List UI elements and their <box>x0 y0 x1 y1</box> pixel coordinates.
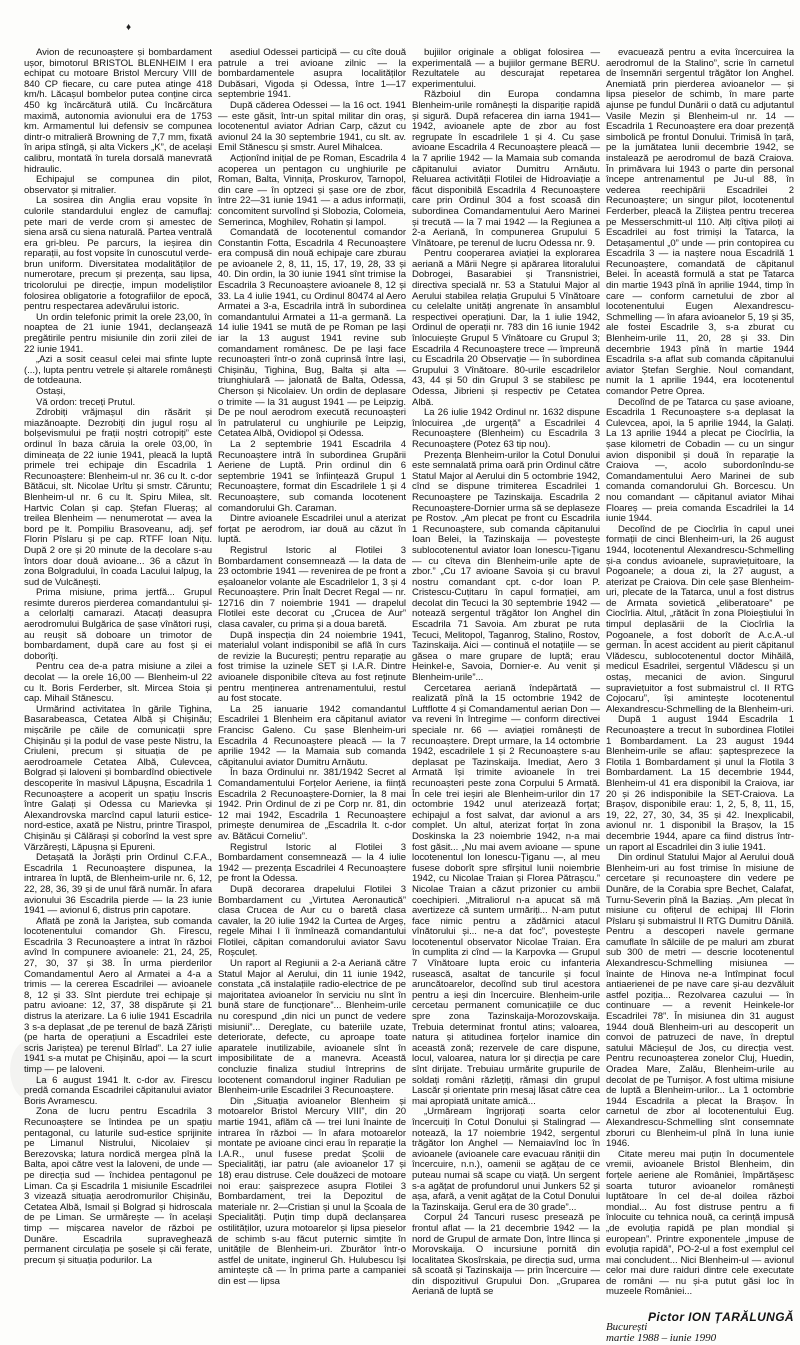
column-2 <box>218 48 406 1345</box>
paragraph: La 6 august 1941 lt. c-dor av. Firescu predă comanda Escadrilei căpitanului aviator Boris Avramescu. <box>24 1074 212 1107</box>
paragraph: „Urmăream îngrijorați soarta celor încercuiți în Cotul Donului și Stalingrad — notează, la 17 noiembrie 1942, sergentul trăgător Ion Anghel — Nemaiavînd loc în avioanele (avioanele care evacuau răniții din încercuire, n.n.), oamenii se agățau de ce puteau numai să scape cu viață. Un sergent s-a agățat de profundorul unui Junkers 52 și așa, afară, a venit agățat de la Cotul Donului la Tazinskaija. Gerul era de 30 grade”... <box>412 1106 600 1213</box>
paragraph: În baza Ordinului nr. 381/1942 Secret al Comandamentului Forțelor Aeriene, ia ființă Escadrila 2 Recunoaștere-Dornier, la 8 mai 1942. Prin Ordinul de zi pe Corp nr. 81, din 12 mai 1942, Escadrila 1 Recunoaștere primește denumirea de „Escadrila lt. c-dor av. Bătăcui Corneliu”. <box>218 767 406 842</box>
paragraph: După inspecția din 24 noiembrie 1941, materialul volant indisponibil se află în curs de revizie la București; pentru reparație au fost trimise la uzinele SET și I.A.R. Dintre avioanele disponibile cîteva au fost reținute pentru menținerea antrenamentului, restul au fost stocate. <box>218 629 406 705</box>
paragraph: Un ordin telefonic primit la orele 23,00, în noaptea de 21 iunie 1941, declanșează pregătirile pentru misiunile din zorii zilei de 22 iunie 1941. <box>24 311 212 355</box>
paragraph: Citate mereu mai puțin în documentele vremii, avioanele Bristol Blenheim, din forțele aeriene ale României, împărtășesc soarta tuturor avioanelor românești luptătoare în cel de-al doilea război mondial... Au fost distruse pentru a fi înlocuite cu tehnica nouă, ca cerință impusă „de evoluția rapidă pe plan mondial și european”. Printre exponentele „impuse de evoluția rapidă”, PO-2-ul a fost exemplul cel mai concludent... Nici Blenheim-ul — avionul celor mai dure raiduri dintre cele executate de români — nu și-a putut găsi loc în muzeele României... <box>606 1148 794 1298</box>
paragraph: Decolînd de pe Ciocîrlia în capul unei formații de cinci Blenheim-uri, la 26 august 1944, locotenentul Alexandrescu-Schmelling și-a condus avioanele, supraviețuitoare, la Pogoanele; a doua zi, la 27 august, a aterizat pe Craiova. Din cele șase Blenheim-uri, plecate de la Tatarca, unul a fost distrus de Armata sovietică „eliberatoare” pe Ciocîrlia. Altul, „rătăcit în zona Ploieștiului în timpul deplasării de la Ciocîrlia la Pogoanele, a fost doborît de A.c.A.-ul german. În acest accident au pierit căpitanul Vlădescu, sublocotenentul doctor Mihăilă, medicul Esadrilei, sergentul Vlădescu și un ostaș, mecanici de avion. Singurul supraviețuitor a fost submaistrul cl. II RTG Cojocaru”, își amintește locotenentul Alexandrescu-Schmelling de la Blenheim-uri. <box>606 523 794 715</box>
paragraph: Din ordinul Statului Major al Aerului două Blenheim-uri au fost trimise în misiune de cercetare și recunoaștere din vedere pe Dunăre, de la Corabia spre Bechet, Calafat, Turnu-Severin pînă la Baziaș. „Am plecat în misiune cu ofițerul de echipaj III Florin Pîslaru și submaistrul II RTG Dumitru Dănilă. Pentru a descoperi navele germane camuflate în sălciile de pe maluri am zburat sub 300 de metri — descrie locotenentul Alexandrescu-Schmelling misiunea — înainte de Hinova ne-a întîmpinat focul antiaerienei de pe nave care și-au dezvăluit astfel poziția... Rezolvarea cazului — în continuare — a revenit Heinkele-lor Escadrilei 78”. În misiunea din 31 august 1944 două Blenheim-uri au descoperit un convoi de patruzeci de nave, în dreptul satului Măcieșul de Jos, cu direcția vest. Pentru recunoașterea zonelor Cluj, Huedin, Oradea Mare, Zalău, Blenheim-urile au decolat de pe Turnișor. A fost ultima misiune de luptă a Blenheim-urilor... La 1 octombrie 1944 Escadrila a plecat la Brașov. În carnetul de zbor al locotenentului Eug. Alexandrescu-Schmelling sînt consemnate zboruri cu Blenheim-ul pînă în luna iunie 1946. <box>606 852 794 1150</box>
paragraph: După căderea Odessei — la 16 oct. 1941 — este găsit, într-un spital militar din oraș, locotenentul aviator Adrian Carp, căzut cu avionul 24 la 30 septembrie 1941, cu slt. av. Emil Stănescu și smstr. Aurel Mihalcea. <box>218 99 406 154</box>
paragraph: „Azi a sosit ceasul celei mai sfinte lupte (...), lupta pentru vetrele și altarele românești de totdeauna. <box>24 354 212 387</box>
ornament-icon: ♦ <box>126 22 132 33</box>
author-signature: Pictor ION ȚARĂLUNGĂ <box>648 1310 794 1325</box>
paragraph: Registrul Istoric al Flotilei 3 Bombardament consemnează — la data de 23 octombrie 1941 — revenirea de pe front a eșaloanelor volante ale Escadrilelor 1, 3 și 4 Recunoaștere. Prin Înalt Decret Regal — nr. 12716 din 7 noiembrie 1941 — drapelul Flotilei este decorat cu „Crucea de Aur” clasa cavaler, cu prima și a doua baretă. <box>218 544 406 631</box>
date-line: martie 1988 – iunie 1990 <box>606 1331 717 1344</box>
paragraph: Un raport al Regiunii a 2-a Aeriană către Statul Major al Aerului, din 11 iunie 1942, constata „că instalațiile radio-electrice de pe majoritatea avioanelor în serviciu nu sînt în bună stare de funcționare”... Blenheim-urile nu corespund „din nici un punct de vedere misiunii”... Dereglate, cu bateriile uzate, deteriorate, defecte, cu aproape toate aparatele inutilizabile, avioanele sînt în imposibilitate de a manevra. Această concluzie finaliza studiul întreprins de locotenent comandorul inginer Radulian pe Blenheim-urile Escadrilei 3 Recunoaștere. <box>218 958 406 1097</box>
paragraph: Din „Situația avioanelor Blenheim și motoarelor Bristol Mercury VIII”, din 20 martie 1941, aflăm că — trei luni înainte de intrarea în război — în afara motoarelor montate pe avioane cinci erau în reparație la I.A.R., unul fusese predat Școlii de Specialități, iar patru (ale avioanelor 17 și 18) erau distruse. Cele douăzeci de motoare noi erau: șaisprezece asupra Flotilei 3 Bombardament, trei la Depozitul de materiale nr. 2—Cristian și unul la Școala de Specialități. Puțin timp după declanșarea ostilităților, uzura motoarelor și lipsa pieselor de schimb s-au făcut puternic simțite în unitățile de Blenheim-uri. Zburător într-o astfel de unitate, inginerul Gh. Hulubescu își amintește că — în prima parte a campaniei din est — lipsa <box>218 1095 406 1287</box>
paragraph: Prima misiune, prima jertfă... Grupul resimte dureros pierderea comandantului și-a celorlalți camarazi. Atacați deasupra aerodromului Bulgărica de șase vînători ruși, au reușit să doboare un trimotor de bombardament, după care au fost și ei doborîți. <box>24 587 212 662</box>
paragraph: La 26 iulie 1942 Ordinul nr. 1632 dispune înlocuirea „de urgență” a Escadrilei 4 Recunoaștere (Blenheim) cu Escadrila 3 Recunoaștere (Potez 63 tip nou). <box>412 407 600 450</box>
paragraph: Cercetarea aeriană îndepărtată — realizată pînă la 15 octombrie 1942 de Luftflotte 4 și Comandamentul aerian Don — va reveni în întregime — conform directivei speciale nr. 66 — aviației românești de recunoaștere. Drept urmare, la 14 octombrie 1942, escadrilele 1 și 2 Recunoaștere s-au deplasat pe Tazinskaija. Imediat, Aero 3 Armată își trimite avioanele în trei recunoașteri peste zona Corpului 5 Armată. În cele trei ieșiri ale Blenheim-urilor din 17 octombrie 1942 unul aterizează forțat; echipajul a fost salvat, dar avionul a ars complet. Un altul, aterizat forțat în zona Doskinska la 23 noiembrie 1942, n-a mai fost găsit... „Nu mai avem avioane — spune locotenentul Ion Ionescu-Țiganu —, al meu fusese doborît spre sfîrșitul lunii noiembrie 1942, cu Nicolae Traian și Florea Pătrașcu.” Nicolae Traian a căzut prizonier cu ambii coechipieri. „Mitraliorul n-a apucat să mă avertizeze că suntem urmăriți... N-am putut face nimic pentru a zădărnici atacul vînătorului și... ne-a dat foc”, povestește locotenentul observator Nicolae Traian. Era în cumplita zi cînd — la Karpovka — Grupul 7 Vînătoare lupta eroic cu infanteria rusească, asaltat de tancurile și focul aruncătoarelor, decolînd sub tirul acestora pentru a ieși din încercuire. Blenheim-urile cercetau permanent comunicațiile ce duc spre zona Tazinskaija-Morozovskaija. Trebuia determinat frontul atins; valoarea, natura și atitudinea forțelor inamice din această zonă; rezervele de care dispune, locul, valoarea, natura lor și direcția pe care sînt dirijate. Trebuiau urmărite grupurile de soldați români răzlețiți, rămași din grupul Lascăr și orientate prin mesaj lăsat către cea mai apropiată unitate amică... <box>412 682 600 1107</box>
paragraph: Zdrobiți vrăjmașul din răsărit și miazănoapte. Dezrobiți din jugul roșu al bolșevismului pe frații noștri cotropiți” este ordinul în baza căruia la orele 03,00, în dimineața de 22 iunie 1941, pleacă la luptă primele trei echipaje din Escadrila 1 Recunoaștere: Blenheim-ul nr. 36 cu lt. c-dor Bătăcui, slt. Nicolae Urîtu și smstr. Căruntu; Blenheim-ul nr. 6 cu lt. Spiru Milea, slt. Hartvic Colan și cap. Ștefan Flueraș; al treilea Blenheim — nenumerotat — avea la bord pe lt. Pompiliu Brasoveanu, adj. șef Florin Pîslaru și pe cap. RTFF Ioan Nițu. După 2 ore și 20 minute de la decolare s-au întors doar două avioane... 36 a căzut în zona Bolgradului, în coada Lacului Ialpug, la sud de Vulcănești. <box>24 407 212 588</box>
paragraph: Zona de lucru pentru Escadrila 3 Recunoaștere se întindea pe un spațiu pentagonal, cu laturile sud-estice sprijinite pe Limanul Nistrului, Nicolaiev și Berezovska; latura nordică mergea pînă la Balta, apoi către vest la Ialoveni, de unde — pe direcția sud — închidea pentagonul pe Liman. Ca și Escadrila 1 misiunile Escadrilei 3 vizează situația aerodromurilor Chișinău, Cetatea Albă, Ismail și Bolgrad și hidroscala de pe Liman. Se urmărește — în același timp — mișcarea navelor de război pe Dunăre. Escadrila supraveghează permanent circulația pe șosele și căi ferate, precum și situația podurilor. La <box>24 1106 212 1266</box>
paragraph: Comandată de locotenentul comandor Constantin Fotta, Escadrila 4 Recunoaștere era compusă din nouă echipaje care zburau pe avioanele 2, 8, 11, 15, 17, 19, 28, 33 și 40. Din ordin, la 30 iunie 1941 sînt trimise la Escadrila 3 Recunoaștere avioanele 8, 12 și 33. La 4 iulie 1941, cu Ordinul 80474 al Aero Armatei a 3-a, Escadrila intră în subordinea comandantului Armatei a 11-a germană. La 14 iulie 1941 se mută de pe Roman pe Iași iar la 13 august 1941 revine sub comandament românesc. De pe Iași face recunoașteri într-o zonă cuprinsă între Iași, Chișinău, Tighina, Bug, Balta și alta — triunghiulară — jalonată de Balta, Odessa, Cherson și Nicolaiev. Un ordin de deplasare o trimite — la 31 august 1941 — pe Leipzig. De pe noul aerodrom execută recunoașteri în patrulaterul cu unghiurile pe Leipzig, Cetatea Albă, Ovidiopol și Odessa. <box>218 227 406 440</box>
paragraph: Detașată la Jorăști prin Ordinul C.F.A., Escadrila 1 Recunoaștere dispunea, la intrarea în luptă, de Blenheim-urile nr. 6, 12, 22, 28, 36, 39 și de unul fără număr. În afara avionului 36 Escadrila pierde — la 23 iunie 1941 — avionul 6, distrus prin capotare. <box>24 852 212 917</box>
paragraph: Registrul Istoric al Flotilei 3 Bombardament consemnează — la 4 iulie 1942 — prezența Escadrilei 4 Recunoaștere pe front la Odessa. <box>218 841 406 885</box>
paragraph: Pentru cooperarea aviației la explorarea aeriană a Mării Negre și apărarea litoralului Dobrogei, Basarabiei și Transnistriei, directiva specială nr. 53 a Statului Major al Aerului stabilea relația Grupului 5 Vînătoare cu celelalte unități angrenate în ansamblul respectivei operațiuni. Dar, la 1 iulie 1942, Ordinul de operații nr. 783 din 16 iunie 1942 înlocuiește Grupul 5 Vînătoare cu Grupul 3; Escadrila 4 Recunoaștere trece — împreună cu Escadrila 20 Observație — în subordinea Grupului 3 Vînătoare. 80-urile escadrilelor 43, 44 și 50 din Grupul 3 se stabilesc pe Odessa, Jibrieni și respectiv pe Cetatea Albă. <box>412 248 600 408</box>
column-4-paragraphs <box>606 48 794 1298</box>
paragraph: Ostași, <box>36 386 66 397</box>
paragraph: Avion de recunoaștere și bombardament ușor, bimotorul BRISTOL BLENHEIM I era echipat cu motoare Bristol Mercury VIII de 840 CP fiecare, cu care putea atinge 418 km/h. Lăcașul bombelor putea conține circa 450 kg încărcătură utilă. Cu încărcătura maximă, autonomia avionului era de 1753 km. Armamentul lui defensiv se compunea dintr-o mitralieră Browning de 7,7 mm, fixată în aripa stîngă, și alta Vickers „K”, de același calibru, montată în turela dorsală manevrată hidraulic. <box>24 47 212 175</box>
paragraph: La 2 septembrie 1941 Escadrila 4 Recunoaștere intră în subordinea Grupării Aeriene de Luptă. Prin ordinul din 6 septembrie 1941 se înființează Grupul 1 Recunoaștere, format din Escadrilele 1 și 4 Recunoaștere, sub comanda locotenent comandorului Gh. Caraman. <box>218 438 406 514</box>
paragraph: Aflată pe zonă la Jariștea, sub comanda locotenentului comandor Gh. Firescu, Escadrila 3 Recunoaștere a intrat în război avînd în compunere avioanele: 21, 24, 25, 27, 30, 37 și 38. În urma pierderilor Comandamentul Aero al Armatei a 4-a a trimis — la cererea Escadrilei — avioanele 8, 12 și 33. Sînt pierdute trei echipaje și patru avioane: 12, 37, 38 dispărute și 21 distrus la aterizare. La 6 iulie 1941 Escadrila 3 s-a deplasat „de pe terenul de bază Zăriști (pe harta de operațiuni a Escadrilei este scris Jariștea) pe terenul Bîrlad”. La 27 iulie 1941 s-a mutat pe Chișinău, apoi — la scurt timp — pe Ialoveni. <box>24 915 212 1075</box>
paragraph: Prezența Blenheim-urilor la Cotul Donului este semnalată prima oară prin Ordinul către Statul Major al Aerului din 5 octombrie 1942, cînd se dispune trimiterea Escadrilei 1 Recunoaștere pe Tazinskaija. Escadrila 2 Recunoaștere-Dornier urma să se deplaseze pe Rostov. „Am plecat pe front cu Escadrila 1 Recunoaștere, sub comanda căpitanului Ioan Belei, la Tazinskaija — povestește sublocotenentul aviator Ioan Ionescu-Țiganu — cu cîteva din Blenheim-urile apte de zbor.” „Cu 17 avioane Savoia și cu bravul nostru comandant cpt. c-dor Ioan P. Cristescu-Cuțitaru în capul formației, am decolat din Tecuci la 30 septembrie 1942 — notează sergentul trăgător Ion Anghel din Escadrila 71 Savoia. Am zburat pe ruta Tecuci, Melitopol, Taganrog, Stalino, Rostov, Tazinskaija. Aici — continuă el notațiile — se găsea o mare grupare de luptă; erau Heinkel-e, Savoia, Dornier-e. Au venit și Blenheim-urile”... <box>412 449 600 684</box>
paragraph: După decorarea drapelului Flotilei 3 Bombardament cu „Virtutea Aeronautică” clasa Crucea de Aur cu o baretă clasa cavaler, la 20 iulie 1942 la Curtea de Argeș, regele Mihai I îi înmînează comandantului Flotilei, căpitan comandorului aviator Savu Roșculeț. <box>218 883 406 959</box>
column-4 <box>606 48 794 1345</box>
column-3 <box>412 48 600 1345</box>
paragraph: Corpul 24 Tancuri rusesc presează pe frontul aflat — la 21 decembrie 1942 — la nord de Grupul de armate Don, între Ilinca și Morovskaija. O incursiune pornită din localitatea Skosîrskaia, pe direcția sud, urma să scoată și Tazinskaija — prin încercuire — din dispozitivul Grupului Don. „Gruparea Aeriană de luptă se <box>412 1212 600 1298</box>
paragraph: asediul Odessei participă — cu cîte două patrule a trei avioane zilnic — la bombardamentele asupra localităților Dubăsari, Vigoda și Odessa, între 1—17 septembrie 1941. <box>218 47 406 101</box>
paragraph: Decolînd de pe Tatarca cu șase avioane, Escadrila 1 Recunoaștere s-a deplasat la Culevcea, apoi, la 5 aprilie 1944, la Galați. La 13 aprilie 1944 a plecat pe Ciocîrlia, la șase kilometri de Cobadin — cu un singur avion disponibil și două în reparație la Craiova —, acolo subordonîndu-se Comandamentului Aero Marinei de sub comanda comandorului Gh. Borcescu. Un nou comandant — căpitanul aviator Mihai Floareș — preia comanda Escadrilei la 14 iunie 1944. <box>606 396 794 525</box>
paragraph: Dintre avioanele Escadrilei unul a aterizat forțat pe aerodrom, iar două au căzut în luptă. <box>218 513 406 546</box>
paragraph: Războiul din Europa condamna Blenheim-urile românești la dispariție rapidă și sigură. După refacerea din iarna 1941—1942, avioanele apte de zbor au fost regrupate în escadrilele 1 și 4. Cu șase avioane Escadrila 4 Recunoaștere pleacă — la 7 aprilie 1942 — la Mamaia sub comanda căpitanului aviator Dumitru Arnăutu. Reluarea activității Flotilei de Hidroaviație a făcut disponibilă Escadrila 4 Recunoaștere care prin Ordinul 304 a fost scoasă din subordinea Comandamentului Aero Marinei și trecută — la 7 mai 1942 — la Regiunea a 2-a Aeriană, în compunerea Grupului 5 Vînătoare, pe terenul de lucru Odessa nr. 9. <box>412 89 600 249</box>
article-columns <box>24 48 794 1345</box>
paragraph: La 25 ianuarie 1942 comandantul Escadrilei 1 Blenheim era căpitanul aviator Francisc Galeno. Cu șase Blenheim-uri Escadrila 4 Recunoaștere pleacă — la 7 aprilie 1942 — la Mamaia sub comanda căpitanului aviator Dumitru Arnăutu. <box>218 703 406 768</box>
paragraph: După 1 august 1944 Escadrila 1 Recunoaștere a trecut în subordinea Flotilei 1 Bombardament. La 23 august 1944 Blenheim-urile se aflau: șaptesprezece la Flotila 1 Bombardament și unul la Flotila 3 Bombardament. La 15 decembrie 1944, Blenheim-ul 41 era disponibil la Craiova, iar 20 și 26 indisponibile la SET-Craiova. La Brașov, disponibile erau: 1, 2, 5, 8, 11, 15, 19, 22, 27, 30, 34, 35 și 42. Inexplicabil, avionul nr. 1 disponibil la Brașov, la 15 decembrie 1944, apare ca fiind distrus într-un raport al Escadrilei din 3 iulie 1941. <box>606 714 794 853</box>
paragraph: Pentru cea de-a patra misiune a zilei a decolat — la orele 16,00 — Blenheim-ul 22 cu lt. Boris Ferderber, slt. Mircea Stoia și cap. Mihail Stănescu. <box>24 661 212 705</box>
paragraph: Vă ordon: treceți Prutul. <box>36 396 136 408</box>
paragraph: bujiilor originale a obligat folosirea — experimentală — a bujiilor germane BERU. Rezultatele au descurajat repetarea experimentului. <box>412 47 600 90</box>
scan-smudge <box>10 1040 50 1100</box>
place-line: București <box>606 1320 648 1333</box>
paragraph: Echipajul se compunea din pilot, observator și mitralier. <box>24 174 212 196</box>
paragraph: La sosirea din Anglia erau vopsite în culorile standardului englez de camuflaj: pete mari de verde crom și amestec de siena arsă cu siena naturală. Partea ventrală era gri-bleu. Pe parcurs, la ieșirea din reparații, au fost vopsite în cunoscutul verde-brun uniform. Diversitatea modalităților de numerotare, precum și prezența, sau lipsa, tricolorului pe direcție, impun modeliștilor folosirea obligatorie a fotografiilor de epocă, pentru respectarea adevărului istoric. <box>24 195 212 313</box>
paragraph: Urmărind activitatea în gările Tighina, Basarabeasca, Cetatea Albă și Chișinău; mișcările pe căile de comunicații spre Chișinău și la podul de vase peste Nistru, la Criuleni, precum și situația de pe aerodroamele Cetatea Albă, Culevcea, Bolgrad și Ialoveni și bombardînd obiectivele descoperite în masivul Lăpușna, Escadrila 1 Recunoaștere a acoperit un spațiu înscris între Galați și Odessa cu Marievka și Alexandrovska marcînd capul laturii estice-nord-estice, axată pe Nistru, printre Tiraspol, Chișinău și Călărași și coborînd la vest spre Vărzărești, Lăpușna și Epureni. <box>24 703 212 853</box>
paragraph: Acționînd inițial de pe Roman, Escadrila 4 acoperea un pentagon cu unghiurile pe Roman, Balta, Vinnița, Proskurov, Tarnopol, din care — în optzeci și șase ore de zbor, între 22—31 iunie 1941 — a adus informații, concomitent survolînd și Slobozia, Colomeia, Semerinca, Moghilev, Rohatin și Iampol. <box>218 152 406 228</box>
paragraph: evacuează pentru a evita încercuirea la aerodromul de la Stalino”, scrie în carnetul de însemnări sergentul trăgător Ion Anghel. Anemiată prin pierderea avioanelor — și lipsa pieselor de schimb, în mare parte ajunse pe fundul Dunării o dată cu adjutantul Vasile Mezin și Blenheim-ul nr. 14 — Escadrila 1 Recunoaștere era doar prezență simbolică pe frontul Donului. Trimisă în țară, pe la jumătatea lunii decembrie 1942, se instalează pe aerodromul de bază Craiova. În primăvara lui 1943 o parte din personal începe antrenamentul pe Ju-ul 88, în vederea reechipării Escadrilei 2 Recunoaștere; un singur pilot, locotenentul Ferderber, pleacă la Ziliștea pentru trecerea pe Messerschmitt-ul 110. Alți cîțiva piloți ai Escadrilei au fost trimiși la Tatarca, la Detașamentul „0” unde — prin contopirea cu Escadrila 3 — ia naștere noua Escadrilă 1 Recunoaștere, comandată de căpitanul Belei. În această formulă a stat pe Tatarca din martie 1943 pînă în aprilie 1944, timp în care — conform carnetului de zbor al locotenentului Eugen Alexandrescu-Schmelling — în afara avioanelor 5, 19 și 35, ale fostei Escadrile 3, s-a zburat cu Blenheim-urile 11, 20, 28 și 33. Din decembrie 1943 pînă în martie 1944 Escadrila s-a aflat sub comanda căpitanului aviator Ștefan Serghie. Noul comandant, numit la 1 aprilie 1944, era locotenentul comandor Petre Oprea. <box>606 47 794 397</box>
column-1 <box>24 48 212 1345</box>
